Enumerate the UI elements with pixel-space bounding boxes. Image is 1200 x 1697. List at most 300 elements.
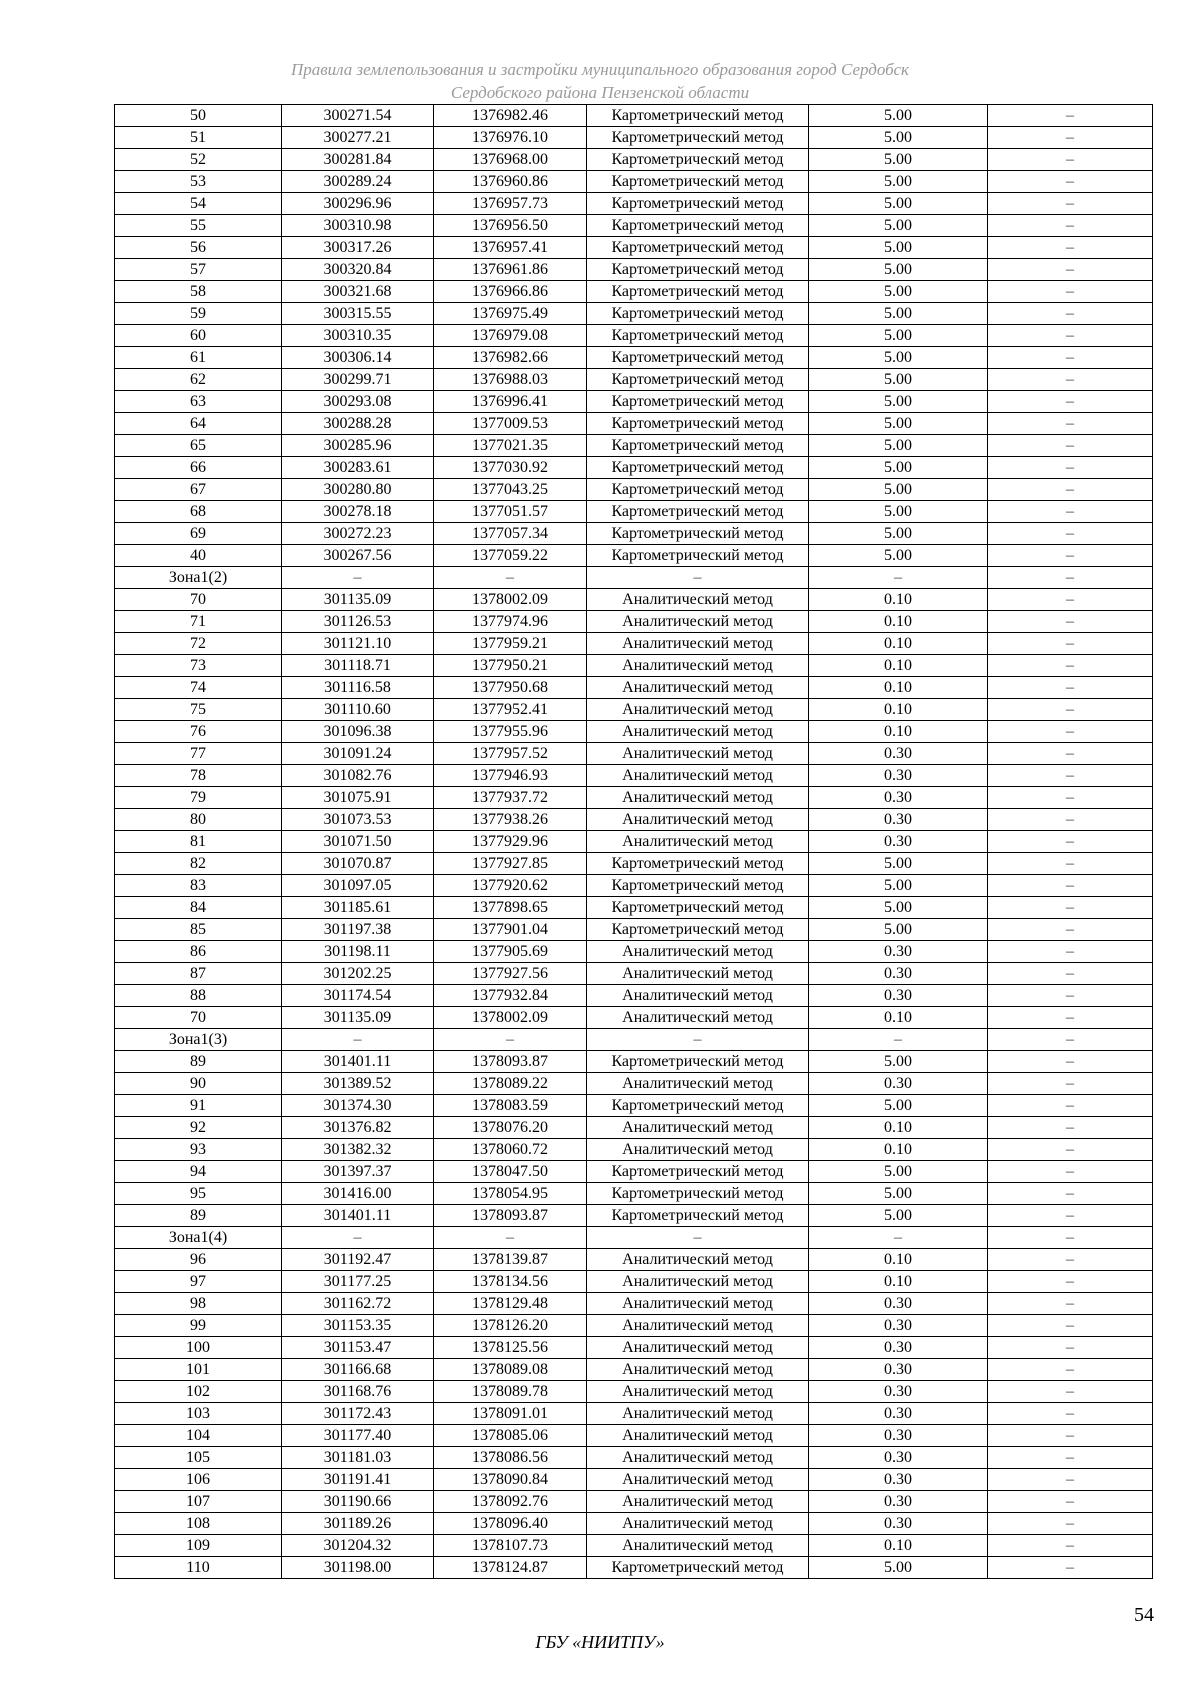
cell-accuracy: 0.10 (809, 677, 988, 699)
cell-accuracy: 5.00 (809, 435, 988, 457)
cell-point-number: 54 (115, 193, 282, 215)
cell-accuracy: 0.30 (809, 787, 988, 809)
cell-note: – (988, 523, 1153, 545)
table-row (115, 1557, 1153, 1579)
cell-y-coordinate: 1378054.95 (434, 1183, 587, 1205)
cell-y-coordinate: 1376960.86 (434, 171, 587, 193)
cell-x-coordinate: 301177.25 (282, 1271, 434, 1293)
cell-note: – (988, 479, 1153, 501)
cell-y-coordinate: 1377059.22 (434, 545, 587, 567)
cell-y-coordinate: 1377009.53 (434, 413, 587, 435)
table-row (115, 809, 1153, 831)
cell-y-coordinate: 1378089.08 (434, 1359, 587, 1381)
header-line-2: Сердобского района Пензенской области (450, 83, 750, 102)
cell-x-coordinate: 301168.76 (282, 1381, 434, 1403)
table-row (115, 985, 1153, 1007)
table-row (115, 1513, 1153, 1535)
cell-x-coordinate: 300271.54 (282, 105, 434, 127)
cell-y-coordinate: 1377898.65 (434, 897, 587, 919)
cell-x-coordinate: 300293.08 (282, 391, 434, 413)
cell-y-coordinate: 1377932.84 (434, 985, 587, 1007)
cell-note: – (988, 633, 1153, 655)
cell-y-coordinate: 1377057.34 (434, 523, 587, 545)
cell-point-number: 103 (115, 1403, 282, 1425)
cell-point-number: 105 (115, 1447, 282, 1469)
cell-x-coordinate: 301198.00 (282, 1557, 434, 1579)
cell-method: Аналитический метод (587, 1381, 809, 1403)
cell-note: – (988, 1095, 1153, 1117)
cell-note: – (988, 1073, 1153, 1095)
cell-method: Картометрический метод (587, 523, 809, 545)
cell-note: – (988, 963, 1153, 985)
cell-accuracy: 5.00 (809, 237, 988, 259)
cell-point-number: 72 (115, 633, 282, 655)
cell-accuracy: 0.30 (809, 1447, 988, 1469)
cell-point-number: 92 (115, 1117, 282, 1139)
cell-point-number: 101 (115, 1359, 282, 1381)
cell-y-coordinate: 1378085.06 (434, 1425, 587, 1447)
cell-note: – (988, 259, 1153, 281)
cell-accuracy: 0.30 (809, 1293, 988, 1315)
cell-note: – (988, 853, 1153, 875)
cell-method: Аналитический метод (587, 1293, 809, 1315)
table-row (115, 831, 1153, 853)
cell-method: Аналитический метод (587, 765, 809, 787)
table-row (115, 369, 1153, 391)
cell-x-coordinate: 300306.14 (282, 347, 434, 369)
cell-note: – (988, 765, 1153, 787)
table-row (115, 1403, 1153, 1425)
cell-method: Аналитический метод (587, 1359, 809, 1381)
cell-y-coordinate: 1376976.10 (434, 127, 587, 149)
cell-method: – (587, 567, 809, 589)
cell-note: – (988, 1249, 1153, 1271)
cell-method: Аналитический метод (587, 1535, 809, 1557)
cell-note: – (988, 1513, 1153, 1535)
table-row (115, 1337, 1153, 1359)
cell-x-coordinate: 301097.05 (282, 875, 434, 897)
table-row (115, 1469, 1153, 1491)
cell-note: – (988, 897, 1153, 919)
cell-point-number: 89 (115, 1051, 282, 1073)
cell-accuracy: 5.00 (809, 105, 988, 127)
cell-y-coordinate: 1377937.72 (434, 787, 587, 809)
cell-point-number: 108 (115, 1513, 282, 1535)
cell-y-coordinate: 1378129.48 (434, 1293, 587, 1315)
cell-point-number: 76 (115, 721, 282, 743)
table-row (115, 1183, 1153, 1205)
table-row (115, 853, 1153, 875)
cell-point-number: 91 (115, 1095, 282, 1117)
cell-note: – (988, 413, 1153, 435)
cell-accuracy: 5.00 (809, 347, 988, 369)
cell-x-coordinate: 300277.21 (282, 127, 434, 149)
cell-accuracy: 0.30 (809, 1073, 988, 1095)
cell-accuracy: 5.00 (809, 897, 988, 919)
cell-accuracy: 0.10 (809, 611, 988, 633)
cell-method: Аналитический метод (587, 677, 809, 699)
cell-accuracy: 0.30 (809, 1469, 988, 1491)
cell-method: Аналитический метод (587, 1469, 809, 1491)
cell-point-number: 63 (115, 391, 282, 413)
cell-y-coordinate: 1378093.87 (434, 1051, 587, 1073)
cell-point-number: 68 (115, 501, 282, 523)
cell-y-coordinate: 1377021.35 (434, 435, 587, 457)
cell-method: Картометрический метод (587, 237, 809, 259)
cell-x-coordinate: – (282, 1227, 434, 1249)
cell-y-coordinate: 1376957.41 (434, 237, 587, 259)
table-row (115, 435, 1153, 457)
cell-x-coordinate: 301191.41 (282, 1469, 434, 1491)
cell-accuracy: 0.10 (809, 1249, 988, 1271)
cell-note: – (988, 1359, 1153, 1381)
cell-method: Картометрический метод (587, 303, 809, 325)
cell-accuracy: 0.10 (809, 721, 988, 743)
cell-x-coordinate: 301110.60 (282, 699, 434, 721)
table-row (115, 303, 1153, 325)
cell-y-coordinate: 1377959.21 (434, 633, 587, 655)
cell-y-coordinate: 1376988.03 (434, 369, 587, 391)
cell-accuracy: 0.30 (809, 1359, 988, 1381)
cell-x-coordinate: 301382.32 (282, 1139, 434, 1161)
table-row (115, 457, 1153, 479)
table-row (115, 545, 1153, 567)
cell-note: – (988, 721, 1153, 743)
cell-note: – (988, 303, 1153, 325)
cell-point-number: Зона1(2) (115, 567, 282, 589)
cell-x-coordinate: 301202.25 (282, 963, 434, 985)
cell-x-coordinate: 301389.52 (282, 1073, 434, 1095)
cell-note: – (988, 149, 1153, 171)
cell-x-coordinate: 301162.72 (282, 1293, 434, 1315)
cell-method: Картометрический метод (587, 1557, 809, 1579)
cell-accuracy: 5.00 (809, 875, 988, 897)
cell-point-number: 110 (115, 1557, 282, 1579)
table-row (115, 1271, 1153, 1293)
table-row (115, 897, 1153, 919)
cell-method: Картометрический метод (587, 281, 809, 303)
cell-x-coordinate: 301096.38 (282, 721, 434, 743)
cell-x-coordinate: 301177.40 (282, 1425, 434, 1447)
cell-accuracy: 0.30 (809, 1403, 988, 1425)
cell-note: – (988, 919, 1153, 941)
cell-method: Аналитический метод (587, 699, 809, 721)
cell-y-coordinate: 1377957.52 (434, 743, 587, 765)
cell-point-number: 93 (115, 1139, 282, 1161)
cell-note: – (988, 1469, 1153, 1491)
cell-x-coordinate: 300278.18 (282, 501, 434, 523)
cell-point-number: 73 (115, 655, 282, 677)
cell-method: Картометрический метод (587, 875, 809, 897)
cell-accuracy: 5.00 (809, 1557, 988, 1579)
cell-y-coordinate: 1377927.56 (434, 963, 587, 985)
cell-x-coordinate: 301197.38 (282, 919, 434, 941)
cell-x-coordinate: 301189.26 (282, 1513, 434, 1535)
cell-point-number: 69 (115, 523, 282, 545)
table-row (115, 501, 1153, 523)
cell-note: – (988, 1139, 1153, 1161)
cell-method: Аналитический метод (587, 1513, 809, 1535)
table-row (115, 259, 1153, 281)
cell-x-coordinate: 300310.98 (282, 215, 434, 237)
cell-y-coordinate: 1378093.87 (434, 1205, 587, 1227)
cell-accuracy: 0.30 (809, 941, 988, 963)
cell-y-coordinate: 1376968.00 (434, 149, 587, 171)
cell-method: Аналитический метод (587, 941, 809, 963)
cell-x-coordinate: 301091.24 (282, 743, 434, 765)
cell-x-coordinate: 301192.47 (282, 1249, 434, 1271)
cell-y-coordinate: 1378091.01 (434, 1403, 587, 1425)
cell-point-number: 74 (115, 677, 282, 699)
cell-note: – (988, 589, 1153, 611)
cell-x-coordinate: 301185.61 (282, 897, 434, 919)
table-row (115, 149, 1153, 171)
coordinates-table (114, 104, 1153, 1579)
cell-note: – (988, 1535, 1153, 1557)
cell-accuracy: 0.30 (809, 743, 988, 765)
cell-method: Аналитический метод (587, 589, 809, 611)
table-row (115, 479, 1153, 501)
cell-x-coordinate: 300310.35 (282, 325, 434, 347)
cell-note: – (988, 831, 1153, 853)
cell-x-coordinate: 301118.71 (282, 655, 434, 677)
cell-accuracy: 0.10 (809, 633, 988, 655)
cell-method: Аналитический метод (587, 1315, 809, 1337)
cell-note: – (988, 1315, 1153, 1337)
cell-point-number: 71 (115, 611, 282, 633)
cell-note: – (988, 1447, 1153, 1469)
cell-y-coordinate: – (434, 1227, 587, 1249)
table-row (115, 699, 1153, 721)
cell-x-coordinate: – (282, 567, 434, 589)
cell-point-number: 83 (115, 875, 282, 897)
cell-method: Аналитический метод (587, 1447, 809, 1469)
cell-y-coordinate: 1378139.87 (434, 1249, 587, 1271)
cell-method: Аналитический метод (587, 831, 809, 853)
cell-accuracy: 0.10 (809, 699, 988, 721)
table-row (115, 1205, 1153, 1227)
cell-accuracy: 5.00 (809, 1205, 988, 1227)
cell-y-coordinate: 1376961.86 (434, 259, 587, 281)
cell-x-coordinate: 300280.80 (282, 479, 434, 501)
cell-note: – (988, 985, 1153, 1007)
table-row (115, 655, 1153, 677)
cell-point-number: 99 (115, 1315, 282, 1337)
cell-accuracy: 5.00 (809, 545, 988, 567)
cell-y-coordinate: 1378134.56 (434, 1271, 587, 1293)
cell-point-number: 56 (115, 237, 282, 259)
cell-x-coordinate: 301166.68 (282, 1359, 434, 1381)
cell-y-coordinate: 1378124.87 (434, 1557, 587, 1579)
cell-accuracy: 0.30 (809, 963, 988, 985)
cell-y-coordinate: 1377950.21 (434, 655, 587, 677)
cell-method: Аналитический метод (587, 1139, 809, 1161)
table-row (115, 677, 1153, 699)
cell-accuracy: 5.00 (809, 413, 988, 435)
cell-x-coordinate: 301070.87 (282, 853, 434, 875)
cell-y-coordinate: 1376975.49 (434, 303, 587, 325)
cell-point-number: 106 (115, 1469, 282, 1491)
cell-point-number: 57 (115, 259, 282, 281)
cell-point-number: Зона1(3) (115, 1029, 282, 1051)
cell-point-number: 86 (115, 941, 282, 963)
cell-y-coordinate: 1378060.72 (434, 1139, 587, 1161)
cell-accuracy: 5.00 (809, 193, 988, 215)
document-footer: ГБУ «НИИТПУ» (535, 1632, 665, 1652)
cell-point-number: 81 (115, 831, 282, 853)
cell-point-number: 70 (115, 589, 282, 611)
cell-y-coordinate: 1377955.96 (434, 721, 587, 743)
cell-note: – (988, 347, 1153, 369)
cell-method: Картометрический метод (587, 149, 809, 171)
cell-point-number: 97 (115, 1271, 282, 1293)
cell-x-coordinate: 301135.09 (282, 1007, 434, 1029)
cell-accuracy: 5.00 (809, 281, 988, 303)
cell-method: Картометрический метод (587, 193, 809, 215)
cell-method: – (587, 1029, 809, 1051)
cell-y-coordinate: 1378047.50 (434, 1161, 587, 1183)
cell-note: – (988, 457, 1153, 479)
table-row (115, 171, 1153, 193)
cell-x-coordinate: 300288.28 (282, 413, 434, 435)
cell-x-coordinate: 300289.24 (282, 171, 434, 193)
cell-point-number: 55 (115, 215, 282, 237)
cell-x-coordinate: 300321.68 (282, 281, 434, 303)
cell-accuracy: – (809, 1029, 988, 1051)
table-row (115, 1007, 1153, 1029)
cell-y-coordinate: 1378086.56 (434, 1447, 587, 1469)
cell-y-coordinate: 1376979.08 (434, 325, 587, 347)
cell-x-coordinate: 301126.53 (282, 611, 434, 633)
cell-point-number: 104 (115, 1425, 282, 1447)
cell-x-coordinate: 301116.58 (282, 677, 434, 699)
cell-x-coordinate: 300317.26 (282, 237, 434, 259)
table-row (115, 281, 1153, 303)
cell-accuracy: – (809, 1227, 988, 1249)
table-row (115, 765, 1153, 787)
cell-method: Картометрический метод (587, 369, 809, 391)
cell-point-number: 89 (115, 1205, 282, 1227)
cell-method: Картометрический метод (587, 1161, 809, 1183)
table-row (115, 1073, 1153, 1095)
cell-note: – (988, 1491, 1153, 1513)
cell-method: Аналитический метод (587, 985, 809, 1007)
cell-accuracy: 0.10 (809, 589, 988, 611)
cell-note: – (988, 105, 1153, 127)
cell-x-coordinate: 301174.54 (282, 985, 434, 1007)
cell-y-coordinate: 1377920.62 (434, 875, 587, 897)
cell-point-number: 64 (115, 413, 282, 435)
cell-accuracy: 5.00 (809, 149, 988, 171)
cell-point-number: 107 (115, 1491, 282, 1513)
cell-point-number: 96 (115, 1249, 282, 1271)
table-row (115, 875, 1153, 897)
cell-point-number: 62 (115, 369, 282, 391)
cell-note: – (988, 1557, 1153, 1579)
cell-method: Аналитический метод (587, 721, 809, 743)
cell-method: Картометрический метод (587, 1205, 809, 1227)
cell-x-coordinate: 300267.56 (282, 545, 434, 567)
cell-note: – (988, 545, 1153, 567)
table-row (115, 1095, 1153, 1117)
cell-accuracy: 5.00 (809, 919, 988, 941)
cell-note: – (988, 655, 1153, 677)
cell-accuracy: 5.00 (809, 303, 988, 325)
cell-x-coordinate: 301075.91 (282, 787, 434, 809)
cell-y-coordinate: 1378002.09 (434, 1007, 587, 1029)
cell-y-coordinate: – (434, 1029, 587, 1051)
cell-method: Аналитический метод (587, 963, 809, 985)
cell-method: Аналитический метод (587, 1491, 809, 1513)
table-row (115, 523, 1153, 545)
table-row (115, 1227, 1153, 1249)
table-row (115, 215, 1153, 237)
cell-note: – (988, 1161, 1153, 1183)
cell-x-coordinate: 300299.71 (282, 369, 434, 391)
cell-note: – (988, 787, 1153, 809)
cell-note: – (988, 875, 1153, 897)
cell-y-coordinate: 1376956.50 (434, 215, 587, 237)
cell-x-coordinate: 301397.37 (282, 1161, 434, 1183)
cell-note: – (988, 1425, 1153, 1447)
cell-y-coordinate: 1377927.85 (434, 853, 587, 875)
cell-point-number: 87 (115, 963, 282, 985)
cell-point-number: 53 (115, 171, 282, 193)
table-row (115, 1249, 1153, 1271)
cell-note: – (988, 1029, 1153, 1051)
table-row (115, 1447, 1153, 1469)
cell-accuracy: 5.00 (809, 1051, 988, 1073)
cell-method: Аналитический метод (587, 1271, 809, 1293)
cell-x-coordinate: 301071.50 (282, 831, 434, 853)
cell-accuracy: 5.00 (809, 259, 988, 281)
cell-accuracy: 5.00 (809, 501, 988, 523)
table-row (115, 1425, 1153, 1447)
cell-note: – (988, 391, 1153, 413)
cell-method: Аналитический метод (587, 743, 809, 765)
cell-point-number: 70 (115, 1007, 282, 1029)
cell-point-number: 59 (115, 303, 282, 325)
cell-method: Картометрический метод (587, 215, 809, 237)
cell-note: – (988, 567, 1153, 589)
cell-method: Аналитический метод (587, 1403, 809, 1425)
cell-point-number: 85 (115, 919, 282, 941)
cell-point-number: 109 (115, 1535, 282, 1557)
cell-y-coordinate: 1378076.20 (434, 1117, 587, 1139)
cell-note: – (988, 1183, 1153, 1205)
cell-accuracy: 0.30 (809, 1337, 988, 1359)
cell-y-coordinate: 1377974.96 (434, 611, 587, 633)
cell-accuracy: 5.00 (809, 479, 988, 501)
cell-method: Аналитический метод (587, 1249, 809, 1271)
cell-method: Картометрический метод (587, 171, 809, 193)
cell-accuracy: 5.00 (809, 215, 988, 237)
cell-x-coordinate: 301204.32 (282, 1535, 434, 1557)
cell-y-coordinate: 1378092.76 (434, 1491, 587, 1513)
cell-x-coordinate: 301135.09 (282, 589, 434, 611)
cell-accuracy: 0.10 (809, 1007, 988, 1029)
table-row (115, 589, 1153, 611)
cell-note: – (988, 1227, 1153, 1249)
table-row (115, 1381, 1153, 1403)
table-row (115, 963, 1153, 985)
cell-point-number: 51 (115, 127, 282, 149)
cell-method: Аналитический метод (587, 809, 809, 831)
cell-note: – (988, 1271, 1153, 1293)
cell-note: – (988, 435, 1153, 457)
cell-y-coordinate: 1378126.20 (434, 1315, 587, 1337)
cell-method: Картометрический метод (587, 1051, 809, 1073)
